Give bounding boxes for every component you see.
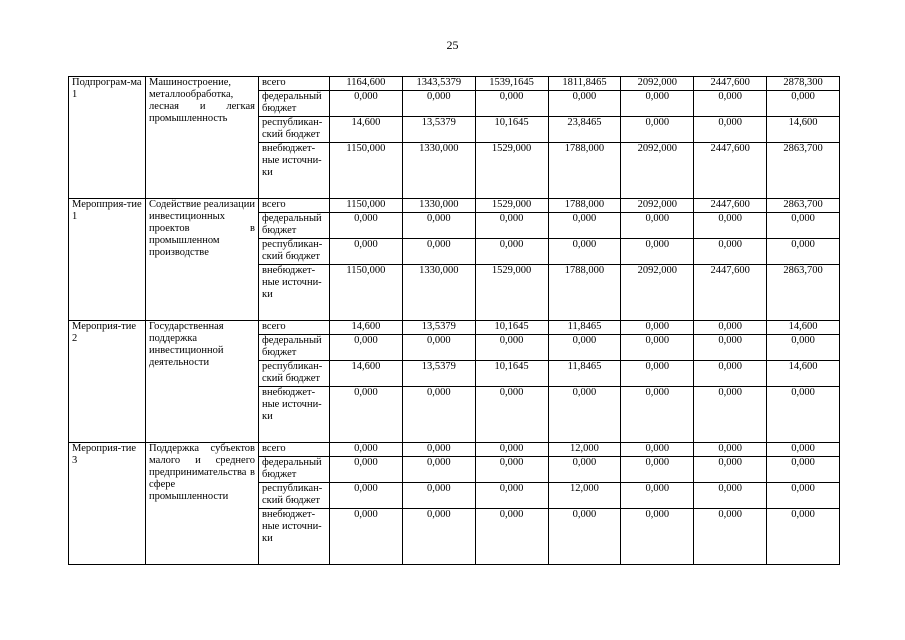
value-cell: 0,000 (767, 91, 840, 117)
value-cell: 0,000 (621, 361, 694, 387)
value-cell: 0,000 (330, 91, 403, 117)
value-cell: 0,000 (402, 457, 475, 483)
funding-source-cell: всего (259, 321, 330, 335)
value-cell: 0,000 (694, 239, 767, 265)
value-cell: 1330,000 (402, 143, 475, 199)
value-cell: 0,000 (694, 335, 767, 361)
value-cell: 1330,000 (402, 199, 475, 213)
value-cell: 0,000 (621, 117, 694, 143)
value-cell: 0,000 (767, 483, 840, 509)
value-cell: 0,000 (767, 213, 840, 239)
value-cell: 2092,000 (621, 199, 694, 213)
funding-source-cell: федеральный бюджет (259, 335, 330, 361)
value-cell: 0,000 (767, 443, 840, 457)
value-cell: 0,000 (548, 213, 621, 239)
value-cell: 0,000 (767, 457, 840, 483)
funding-source-cell: федеральный бюджет (259, 91, 330, 117)
value-cell: 0,000 (330, 443, 403, 457)
value-cell: 2092,000 (621, 77, 694, 91)
value-cell: 0,000 (621, 213, 694, 239)
value-cell: 2878,300 (767, 77, 840, 91)
value-cell: 2447,600 (694, 265, 767, 321)
funding-source-cell: внебюджет-ные источни-ки (259, 387, 330, 443)
value-cell: 0,000 (475, 213, 548, 239)
value-cell: 10,1645 (475, 321, 548, 335)
value-cell: 0,000 (621, 443, 694, 457)
value-cell: 1343,5379 (402, 77, 475, 91)
program-cell: Подпрограм-ма 1 (69, 77, 146, 199)
value-cell: 0,000 (402, 509, 475, 565)
value-cell: 0,000 (402, 91, 475, 117)
table-row (69, 321, 840, 335)
value-cell: 0,000 (767, 239, 840, 265)
value-cell: 11,8465 (548, 321, 621, 335)
value-cell: 0,000 (767, 509, 840, 565)
value-cell: 0,000 (694, 213, 767, 239)
value-cell: 1811,8465 (548, 77, 621, 91)
value-cell: 0,000 (694, 443, 767, 457)
value-cell: 0,000 (694, 457, 767, 483)
value-cell: 1150,000 (330, 265, 403, 321)
program-name-cell: Машиностроение, металлообработка, лесная и легкая промышленность (146, 77, 259, 199)
value-cell: 0,000 (475, 239, 548, 265)
value-cell: 13,5379 (402, 361, 475, 387)
value-cell: 1150,000 (330, 199, 403, 213)
value-cell: 0,000 (548, 91, 621, 117)
value-cell: 1788,000 (548, 265, 621, 321)
value-cell: 0,000 (767, 387, 840, 443)
value-cell: 14,600 (330, 321, 403, 335)
value-cell: 0,000 (330, 509, 403, 565)
value-cell: 14,600 (767, 321, 840, 335)
value-cell: 2447,600 (694, 143, 767, 199)
value-cell: 0,000 (402, 213, 475, 239)
funding-source-cell: республикан-ский бюджет (259, 117, 330, 143)
value-cell: 0,000 (621, 91, 694, 117)
value-cell: 0,000 (402, 483, 475, 509)
value-cell: 0,000 (475, 335, 548, 361)
program-name-cell: Содействие реализации инвестиционных проектов в промышленном производстве (146, 199, 259, 321)
value-cell: 13,5379 (402, 117, 475, 143)
value-cell: 10,1645 (475, 361, 548, 387)
funding-source-cell: внебюджет-ные источни-ки (259, 265, 330, 321)
table-row (69, 443, 840, 457)
funding-source-cell: всего (259, 77, 330, 91)
funding-source-cell: федеральный бюджет (259, 457, 330, 483)
value-cell: 13,5379 (402, 321, 475, 335)
value-cell: 0,000 (694, 509, 767, 565)
page-number: 25 (446, 38, 459, 52)
value-cell: 2447,600 (694, 77, 767, 91)
value-cell: 0,000 (767, 335, 840, 361)
value-cell: 0,000 (402, 239, 475, 265)
value-cell: 0,000 (621, 321, 694, 335)
value-cell: 0,000 (330, 387, 403, 443)
table-row (69, 199, 840, 213)
value-cell: 0,000 (330, 213, 403, 239)
value-cell: 2863,700 (767, 199, 840, 213)
funding-source-cell: республикан-ский бюджет (259, 239, 330, 265)
value-cell: 1330,000 (402, 265, 475, 321)
value-cell: 1150,000 (330, 143, 403, 199)
value-cell: 0,000 (548, 335, 621, 361)
value-cell: 14,600 (767, 361, 840, 387)
value-cell: 0,000 (330, 335, 403, 361)
value-cell: 14,600 (330, 361, 403, 387)
value-cell: 1529,000 (475, 265, 548, 321)
funding-source-cell: федеральный бюджет (259, 213, 330, 239)
value-cell: 0,000 (475, 443, 548, 457)
value-cell: 1164,600 (330, 77, 403, 91)
value-cell: 1529,000 (475, 199, 548, 213)
value-cell: 0,000 (621, 509, 694, 565)
value-cell: 0,000 (621, 457, 694, 483)
value-cell: 2092,000 (621, 265, 694, 321)
value-cell: 14,600 (330, 117, 403, 143)
value-cell: 0,000 (694, 117, 767, 143)
value-cell: 0,000 (694, 321, 767, 335)
value-cell: 0,000 (475, 483, 548, 509)
value-cell: 0,000 (621, 387, 694, 443)
value-cell: 0,000 (475, 457, 548, 483)
value-cell: 0,000 (402, 387, 475, 443)
value-cell: 1539,1645 (475, 77, 548, 91)
value-cell: 2863,700 (767, 265, 840, 321)
value-cell: 0,000 (475, 387, 548, 443)
value-cell: 0,000 (548, 387, 621, 443)
value-cell: 0,000 (548, 457, 621, 483)
value-cell: 14,600 (767, 117, 840, 143)
table-row (69, 77, 840, 91)
value-cell: 0,000 (330, 483, 403, 509)
value-cell: 1788,000 (548, 199, 621, 213)
value-cell: 2092,000 (621, 143, 694, 199)
value-cell: 10,1645 (475, 117, 548, 143)
value-cell: 23,8465 (548, 117, 621, 143)
value-cell: 0,000 (694, 361, 767, 387)
funding-source-cell: всего (259, 443, 330, 457)
value-cell: 0,000 (694, 387, 767, 443)
value-cell: 0,000 (621, 335, 694, 361)
value-cell: 12,000 (548, 483, 621, 509)
program-name-cell: Поддержка субъектов малого и среднего предпринимательства в сфере промышленности (146, 443, 259, 565)
funding-source-cell: республикан-ский бюджет (259, 361, 330, 387)
program-cell: Меропприя-тие 1 (69, 199, 146, 321)
value-cell: 2447,600 (694, 199, 767, 213)
value-cell: 11,8465 (548, 361, 621, 387)
program-name-cell: Государственная поддержка инвестиционной деятельности (146, 321, 259, 443)
budget-table (68, 76, 840, 565)
value-cell: 0,000 (621, 239, 694, 265)
value-cell: 0,000 (694, 91, 767, 117)
value-cell: 0,000 (548, 239, 621, 265)
value-cell: 0,000 (330, 239, 403, 265)
value-cell: 1529,000 (475, 143, 548, 199)
funding-source-cell: внебюджет-ные источни-ки (259, 509, 330, 565)
value-cell: 0,000 (621, 483, 694, 509)
value-cell: 12,000 (548, 443, 621, 457)
value-cell: 2863,700 (767, 143, 840, 199)
funding-source-cell: республикан-ский бюджет (259, 483, 330, 509)
program-cell: Мероприя-тие 2 (69, 321, 146, 443)
value-cell: 0,000 (402, 335, 475, 361)
value-cell: 0,000 (402, 443, 475, 457)
value-cell: 0,000 (330, 457, 403, 483)
funding-source-cell: внебюджет-ные источни-ки (259, 143, 330, 199)
value-cell: 1788,000 (548, 143, 621, 199)
funding-source-cell: всего (259, 199, 330, 213)
value-cell: 0,000 (694, 483, 767, 509)
value-cell: 0,000 (475, 91, 548, 117)
value-cell: 0,000 (548, 509, 621, 565)
program-cell: Мероприя-тие 3 (69, 443, 146, 565)
value-cell: 0,000 (475, 509, 548, 565)
